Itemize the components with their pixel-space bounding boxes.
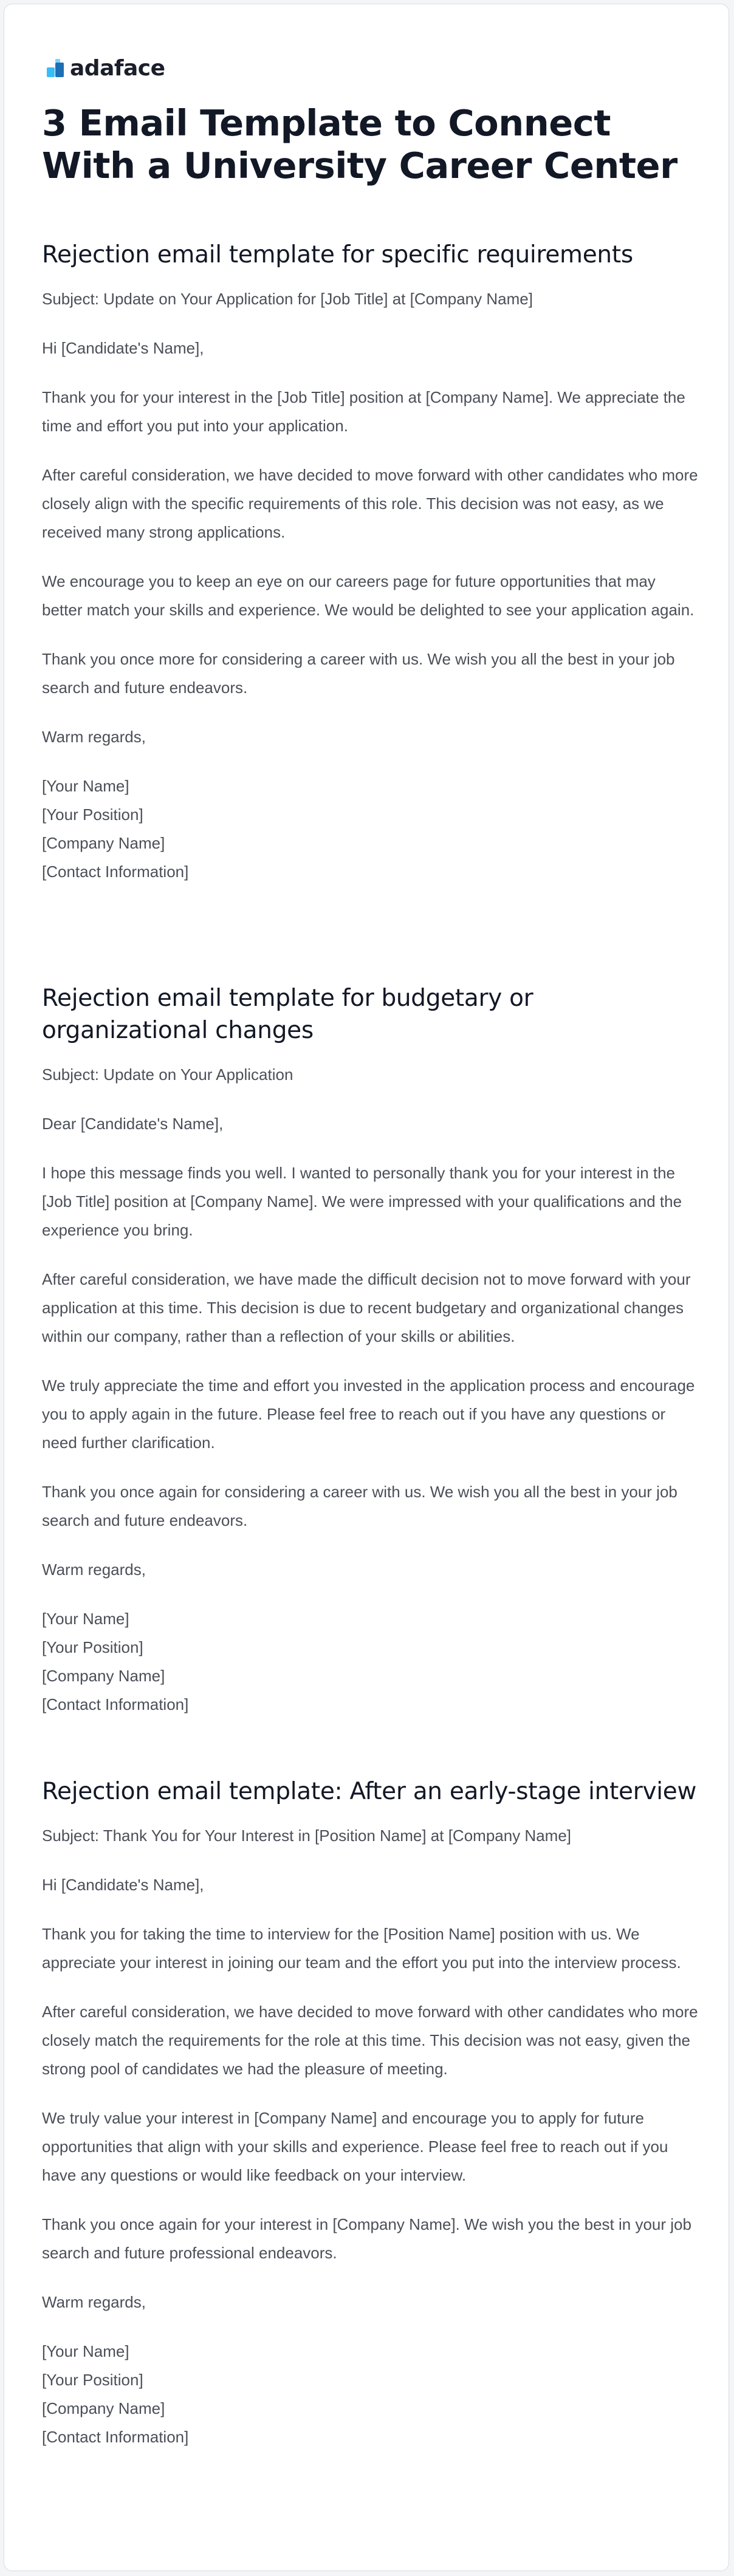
adaface-logo-icon [47,59,65,77]
email-paragraph: After careful consideration, we have decided to move forward with other candidates who more closely align with the specific requirements of this role. This decision was not easy, as we received many strong applications. [42,466,698,541]
email-paragraph: After careful consideration, we have made the difficult decision not to move forward with your application at this time. This decision is due to recent budgetary and organizational changes within our company, rather than a reflection of your skills or abilities. [42,1270,691,1345]
signature-line: [Contact Information] [42,2428,189,2446]
email-signature [42,2337,698,2451]
page-title: 3 Email Template to Connect With a University Career Center [42,102,677,186]
signature-line: [Your Position] [42,2371,143,2389]
email-subject: Subject: Update on Your Application [42,1065,293,1084]
email-closing: Warm regards, [42,1560,146,1579]
email-paragraph: Thank you for your interest in the [Job Title] position at [Company Name]. We appreciate the time and effort you put into your application. [42,388,685,435]
signature-line: [Your Name] [42,2342,129,2360]
email-paragraph: I hope this message finds you well. I wanted to personally thank you for your interest in the [Job Title] position at [Company Name]. We were impressed with your qualifications and the experience you bring. [42,1164,682,1239]
email-paragraph: We encourage you to keep an eye on our careers page for future opportunities that may better match your skills and experience. We would be delighted to see your application again. [42,572,695,619]
adaface-logo[interactable] [47,56,165,80]
signature-line: [Contact Information] [42,863,189,881]
email-signature [42,772,698,886]
signature-line: [Company Name] [42,834,165,852]
signature-line: [Company Name] [42,1667,165,1685]
email-greeting: Hi [Candidate's Name], [42,339,204,357]
email-paragraph: We truly appreciate the time and effort you invested in the application process and encourage you to apply again in the future. Please feel free to reach out if you have any questions or need further clarification. [42,1376,695,1452]
signature-line: [Your Position] [42,1638,143,1656]
brand-name: adaface [70,55,165,81]
email-subject: Subject: Thank You for Your Interest in [Position Name] at [Company Name] [42,1826,572,1845]
email-paragraph: Thank you once again for considering a career with us. We wish you all the best in your job search and future endeavors. [42,1483,677,1529]
email-subject: Subject: Update on Your Application for [Job Title] at [Company Name] [42,290,533,308]
section-heading: Rejection email template: After an early-stage interview [42,1778,697,1805]
email-paragraph: Thank you once again for your interest in [Company Name]. We wish you the best in your job search and future professional endeavors. [42,2215,691,2262]
section-heading: Rejection email template for specific requirements [42,241,633,268]
signature-line: [Your Name] [42,1610,129,1628]
email-paragraph: We truly value your interest in [Company Name] and encourage you to apply for future opportunities that align with your skills and experience. Please feel free to reach out if you have any questions or would like feedback on your interview. [42,2109,668,2184]
signature-line: [Contact Information] [42,1695,189,1713]
signature-line: [Your Position] [42,805,143,824]
email-closing: Warm regards, [42,2293,146,2311]
email-template-section [42,239,698,886]
email-greeting: Dear [Candidate's Name], [42,1115,224,1133]
email-paragraph: After careful consideration, we have decided to move forward with other candidates who more closely match the requirements for the role at this time. This decision was not easy, given the strong pool of candidates we had the pleasure of meeting. [42,2003,698,2078]
signature-line: [Your Name] [42,777,129,795]
email-template-section [42,1775,698,2451]
email-greeting: Hi [Candidate's Name], [42,1876,204,1894]
email-paragraph: Thank you for taking the time to interview for the [Position Name] position with us. We appreciate your interest in joining our team and the effort you put into the interview process. [42,1925,681,1972]
section-heading: Rejection email template for budgetary or organizational changes [42,985,533,1044]
email-paragraph: Thank you once more for considering a career with us. We wish you all the best in your job search and future endeavors. [42,650,675,697]
email-template-section [42,982,698,1719]
email-closing: Warm regards, [42,728,146,746]
signature-line: [Company Name] [42,2399,165,2417]
email-signature [42,1605,698,1719]
